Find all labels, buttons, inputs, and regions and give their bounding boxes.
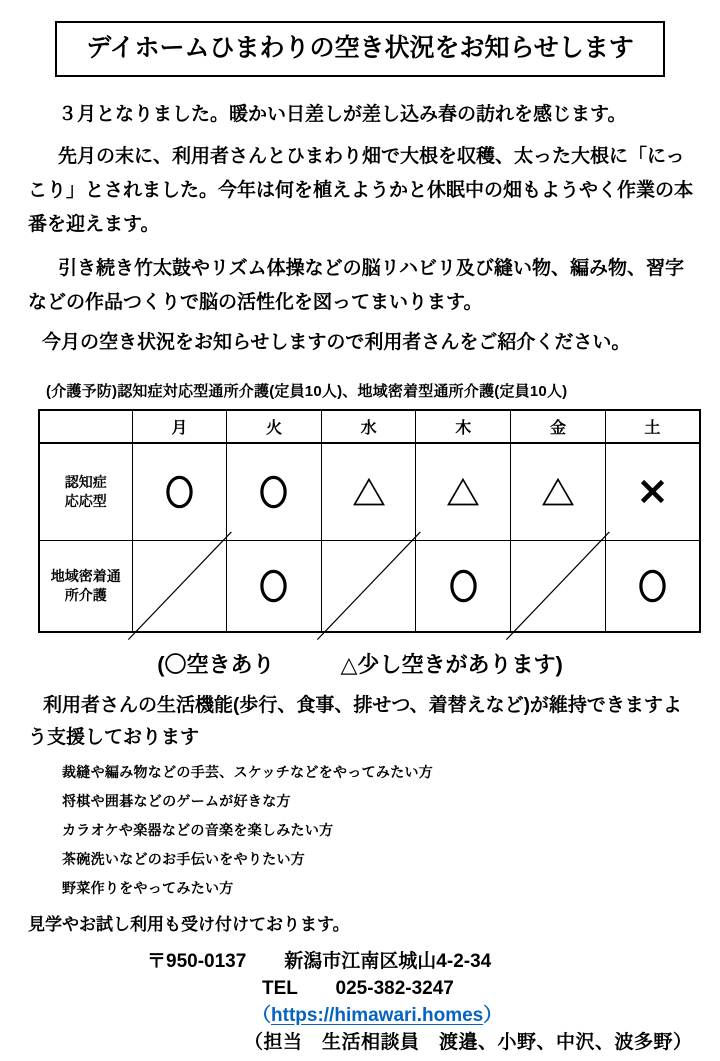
page-title: デイホームひまわりの空き状況をお知らせします bbox=[55, 21, 665, 77]
list-item: 茶碗洗いなどのお手伝いをやりたい方 bbox=[62, 851, 306, 867]
diagonal-slash-icon bbox=[511, 541, 605, 632]
circle-icon bbox=[260, 569, 287, 603]
wishlist bbox=[62, 763, 692, 898]
day-header-row bbox=[39, 410, 700, 443]
circle-icon bbox=[260, 475, 287, 509]
circle-icon bbox=[450, 569, 477, 603]
triangle-icon bbox=[541, 477, 575, 507]
row-label-community-care bbox=[39, 540, 132, 632]
list-item: 野菜作りをやってみたい方 bbox=[62, 880, 234, 896]
availability-cell bbox=[132, 540, 227, 632]
row-label-line: 地域密着通 bbox=[50, 567, 121, 584]
row-label-line: 認知症 bbox=[64, 473, 107, 490]
list-item: カラオケや楽器などの音楽を楽しみたい方 bbox=[62, 822, 334, 838]
availability-table bbox=[38, 409, 701, 633]
list-item: 裁縫や編み物などの手芸、スケッチなどをやってみたい方 bbox=[62, 764, 434, 780]
contact-line: （担当 生活相談員 渡邉、小野、中沢、波多野） bbox=[244, 1032, 693, 1053]
cross-icon bbox=[640, 479, 665, 504]
availability-cell bbox=[321, 443, 416, 540]
symbol-legend: (〇空きあり △少し空きがあります) bbox=[157, 652, 563, 677]
announcement-paragraph: 今月の空き状況をお知らせしますので利用者さんをご紹介ください。 bbox=[42, 332, 631, 353]
availability-cell bbox=[605, 443, 700, 540]
row-label-line: 所介護 bbox=[64, 586, 107, 603]
list-item: 将棋や囲碁などのゲームが好きな方 bbox=[62, 793, 291, 809]
website-link[interactable]: https://himawari.homes bbox=[271, 1005, 484, 1026]
table-row-dementia-care bbox=[39, 443, 700, 540]
phone-number: TEL 025-382-3247 bbox=[262, 978, 454, 999]
support-paragraph: 利用者さんの生活機能(歩行、食事、排せつ、着替えなど)が維持できますよう支援しております bbox=[28, 695, 682, 748]
day-header-fri: 金 bbox=[511, 410, 606, 443]
greeting-paragraph: ３月となりました。暖かい日差しが差し込み春の訪れを感じます。 bbox=[58, 104, 627, 125]
availability-cell bbox=[511, 540, 606, 632]
availability-cell bbox=[321, 540, 416, 632]
availability-cell bbox=[227, 443, 322, 540]
website-line bbox=[252, 1002, 720, 1029]
footer bbox=[0, 948, 720, 1056]
availability-cell bbox=[511, 443, 606, 540]
visit-paragraph: 見学やお試し利用も受け付けております。 bbox=[28, 915, 350, 934]
activities-paragraph: 引き続き竹太鼓やリズム体操などの脳リハビリ及び縫い物、編み物、習字などの作品つくりで脳の活性化を図ってまいります。 bbox=[28, 258, 685, 313]
day-header-mon: 月 bbox=[132, 410, 227, 443]
postal-address: 〒950-0137 新潟市江南区城山4-2-34 bbox=[147, 951, 492, 972]
harvest-paragraph: 先月の末に、利用者さんとひまわり畑で大根を収穫、太った大根に「にっこり」とされました。今年は何を植えようかと休眠中の畑もようやく作業の本番を迎えます。 bbox=[28, 146, 694, 235]
table-row-community-care bbox=[39, 540, 700, 632]
availability-cell bbox=[227, 540, 322, 632]
diagonal-slash-icon bbox=[133, 541, 227, 632]
day-header-wed: 水 bbox=[321, 410, 416, 443]
circle-icon bbox=[639, 569, 666, 603]
close-paren: ） bbox=[483, 1005, 503, 1026]
availability-cell bbox=[132, 443, 227, 540]
circle-icon bbox=[166, 475, 193, 509]
availability-cell bbox=[416, 443, 511, 540]
triangle-icon bbox=[446, 477, 480, 507]
day-header-sat: 土 bbox=[605, 410, 700, 443]
row-label-line: 応応型 bbox=[64, 492, 107, 509]
open-paren: （ bbox=[252, 1005, 272, 1026]
day-header-tue: 火 bbox=[227, 410, 322, 443]
row-label-dementia-care bbox=[39, 443, 132, 540]
table-caption: (介護予防)認知症対応型通所介護(定員10人)、地域密着型通所介護(定員10人) bbox=[46, 383, 568, 400]
triangle-icon bbox=[352, 477, 386, 507]
diagonal-slash-icon bbox=[322, 541, 416, 632]
availability-cell bbox=[416, 540, 511, 632]
availability-cell bbox=[605, 540, 700, 632]
flyer-page bbox=[0, 21, 720, 1061]
corner-cell bbox=[39, 410, 132, 443]
day-header-thu: 木 bbox=[416, 410, 511, 443]
